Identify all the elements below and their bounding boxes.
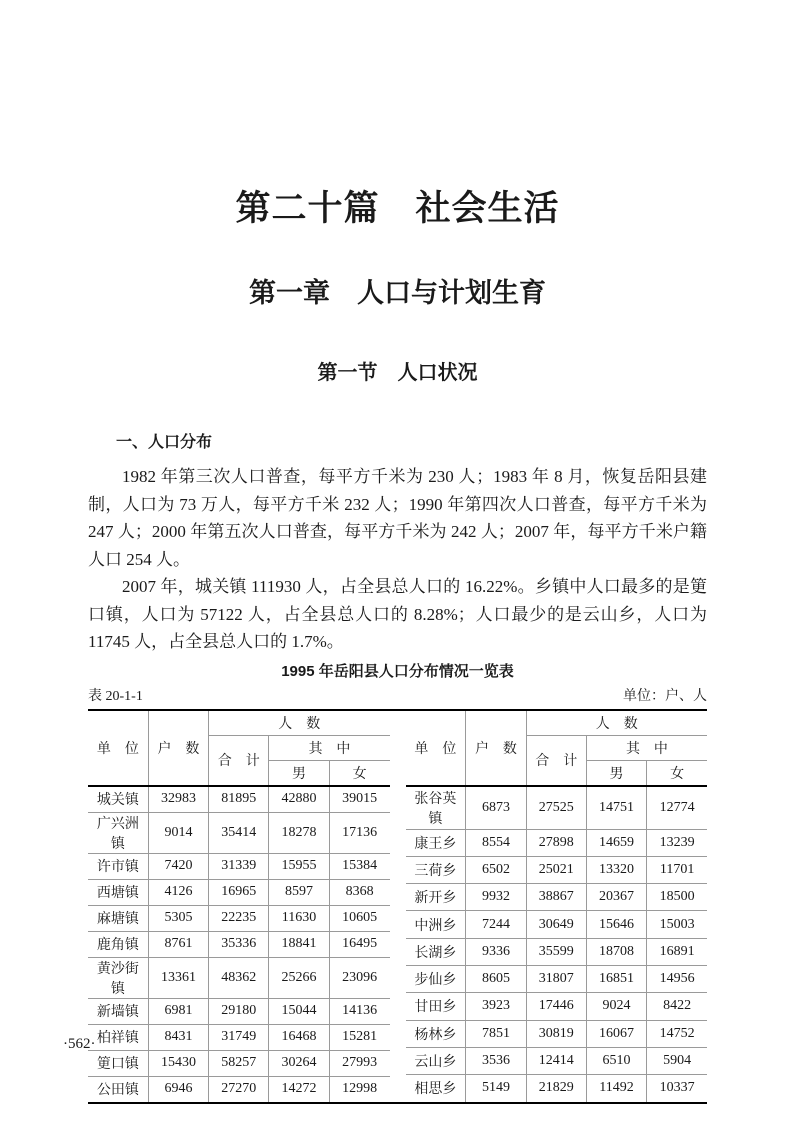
paragraph: 1982 年第三次人口普查，每平方千米为 230 人；1983 年 8 月，恢复岳阳县建制，人口为 73 万人，每平方千米 232 人；1990 年第四次人口普查，每平方千米为 247 人；2000 年第五次人口普查，每平方千米为 242 人；2007 年，每平方千米户籍人口 254 人。 <box>88 467 707 569</box>
value-cell: 16851 <box>586 965 646 992</box>
value-cell: 3923 <box>466 993 526 1020</box>
header-of-which: 其 中 <box>269 735 390 760</box>
unit-cell: 公田镇 <box>88 1076 148 1102</box>
value-cell: 23096 <box>329 957 389 998</box>
table-meta-row <box>88 688 707 706</box>
value-cell: 7420 <box>148 853 208 879</box>
value-cell: 14752 <box>647 1020 707 1047</box>
value-cell: 29180 <box>209 998 269 1024</box>
table-row <box>406 1075 708 1102</box>
table-title: 1995 年岳阳县人口分布情况一览表 <box>281 662 514 680</box>
table-row <box>88 812 390 853</box>
value-cell: 25021 <box>526 856 586 883</box>
value-cell: 22235 <box>209 905 269 931</box>
table-row <box>88 998 390 1024</box>
value-cell: 9024 <box>586 993 646 1020</box>
value-cell: 15044 <box>269 998 329 1024</box>
value-cell: 12774 <box>647 786 707 830</box>
value-cell: 30264 <box>269 1050 329 1076</box>
value-cell: 16495 <box>329 931 389 957</box>
value-cell: 15281 <box>329 1024 389 1050</box>
table-row <box>406 856 708 883</box>
table-header-left <box>88 711 390 786</box>
value-cell: 10337 <box>647 1075 707 1102</box>
value-cell: 35336 <box>209 931 269 957</box>
paragraph: 2007 年，城关镇 111930 人，占全县总人口的 16.22%。乡镇中人口最多的是筻口镇，人口为 57122 人，占全县总人口的 8.28%；人口最少的是云山乡，人口为 11745 人，占全县总人口的 1.7%。 <box>88 577 707 651</box>
value-cell: 27270 <box>209 1076 269 1102</box>
value-cell: 39015 <box>329 786 389 813</box>
value-cell: 16468 <box>269 1024 329 1050</box>
value-cell: 27525 <box>526 786 586 830</box>
table-row <box>406 1020 708 1047</box>
unit-cell: 三荷乡 <box>406 856 466 883</box>
value-cell: 8422 <box>647 993 707 1020</box>
value-cell: 10605 <box>329 905 389 931</box>
value-cell: 42880 <box>269 786 329 813</box>
value-cell: 21829 <box>526 1075 586 1102</box>
value-cell: 5149 <box>466 1075 526 1102</box>
header-female: 女 <box>647 760 707 786</box>
unit-cell: 新墙镇 <box>88 998 148 1024</box>
value-cell: 8554 <box>466 829 526 856</box>
unit-cell: 康王乡 <box>406 829 466 856</box>
value-cell: 30649 <box>526 911 586 938</box>
unit-cell: 麻塘镇 <box>88 905 148 931</box>
value-cell: 81895 <box>209 786 269 813</box>
value-cell: 6502 <box>466 856 526 883</box>
unit-cell: 筻口镇 <box>88 1050 148 1076</box>
value-cell: 6510 <box>586 1047 646 1074</box>
chapter-title: 第一章 人口与计划生育 <box>249 278 546 308</box>
value-cell: 16891 <box>647 938 707 965</box>
header-households: 户 数 <box>466 711 526 786</box>
population-table-left <box>88 711 390 1102</box>
header-female: 女 <box>329 760 389 786</box>
unit-cell: 许市镇 <box>88 853 148 879</box>
value-cell: 14751 <box>586 786 646 830</box>
table-header-right <box>406 711 708 786</box>
population-table-right <box>406 711 708 1102</box>
subsection-title: 一、人口分布 <box>116 434 213 451</box>
table-row <box>88 957 390 998</box>
value-cell: 27993 <box>329 1050 389 1076</box>
value-cell: 13361 <box>148 957 208 998</box>
value-cell: 14956 <box>647 965 707 992</box>
value-cell: 4126 <box>148 879 208 905</box>
value-cell: 35414 <box>209 812 269 853</box>
unit-cell: 张谷英镇 <box>406 786 466 830</box>
value-cell: 17446 <box>526 993 586 1020</box>
value-cell: 58257 <box>209 1050 269 1076</box>
value-cell: 6946 <box>148 1076 208 1102</box>
table-row <box>88 853 390 879</box>
unit-cell: 相思乡 <box>406 1075 466 1102</box>
value-cell: 5305 <box>148 905 208 931</box>
value-cell: 11492 <box>586 1075 646 1102</box>
header-of-which: 其 中 <box>586 735 707 760</box>
value-cell: 8368 <box>329 879 389 905</box>
value-cell: 25266 <box>269 957 329 998</box>
value-cell: 8597 <box>269 879 329 905</box>
table-row <box>88 905 390 931</box>
value-cell: 18708 <box>586 938 646 965</box>
value-cell: 17136 <box>329 812 389 853</box>
value-cell: 15003 <box>647 911 707 938</box>
table-unit-note: 单位：户、人 <box>623 688 707 704</box>
table-row <box>88 1076 390 1102</box>
value-cell: 15955 <box>269 853 329 879</box>
table-row <box>406 965 708 992</box>
value-cell: 16965 <box>209 879 269 905</box>
value-cell: 13320 <box>586 856 646 883</box>
value-cell: 14272 <box>269 1076 329 1102</box>
unit-cell: 鹿角镇 <box>88 931 148 957</box>
table-row <box>88 1024 390 1050</box>
value-cell: 11630 <box>269 905 329 931</box>
unit-cell: 中洲乡 <box>406 911 466 938</box>
value-cell: 9336 <box>466 938 526 965</box>
value-cell: 31339 <box>209 853 269 879</box>
value-cell: 11701 <box>647 856 707 883</box>
table-row <box>406 786 708 830</box>
unit-cell: 黄沙街镇 <box>88 957 148 998</box>
value-cell: 38867 <box>526 884 586 911</box>
value-cell: 8761 <box>148 931 208 957</box>
value-cell: 16067 <box>586 1020 646 1047</box>
value-cell: 7851 <box>466 1020 526 1047</box>
value-cell: 14659 <box>586 829 646 856</box>
value-cell: 12414 <box>526 1047 586 1074</box>
header-population: 人 数 <box>209 711 390 736</box>
part-title: 第二十篇 社会生活 <box>235 189 560 228</box>
header-total: 合 计 <box>526 735 586 786</box>
value-cell: 9014 <box>148 812 208 853</box>
value-cell: 15646 <box>586 911 646 938</box>
table-row <box>88 879 390 905</box>
header-male: 男 <box>586 760 646 786</box>
table-row <box>406 993 708 1020</box>
table-body-right <box>406 786 708 1102</box>
unit-cell: 云山乡 <box>406 1047 466 1074</box>
value-cell: 32983 <box>148 786 208 813</box>
value-cell: 15430 <box>148 1050 208 1076</box>
value-cell: 13239 <box>647 829 707 856</box>
unit-cell: 西塘镇 <box>88 879 148 905</box>
value-cell: 18841 <box>269 931 329 957</box>
unit-cell: 甘田乡 <box>406 993 466 1020</box>
value-cell: 8431 <box>148 1024 208 1050</box>
value-cell: 20367 <box>586 884 646 911</box>
value-cell: 48362 <box>209 957 269 998</box>
unit-cell: 城关镇 <box>88 786 148 813</box>
value-cell: 6873 <box>466 786 526 830</box>
value-cell: 35599 <box>526 938 586 965</box>
value-cell: 31749 <box>209 1024 269 1050</box>
table-number: 表 20-1-1 <box>88 688 143 704</box>
table-row <box>406 1047 708 1074</box>
value-cell: 18500 <box>647 884 707 911</box>
unit-cell: 新开乡 <box>406 884 466 911</box>
unit-cell: 长湖乡 <box>406 938 466 965</box>
value-cell: 6981 <box>148 998 208 1024</box>
header-male: 男 <box>269 760 329 786</box>
value-cell: 18278 <box>269 812 329 853</box>
value-cell: 12998 <box>329 1076 389 1102</box>
unit-cell: 柏祥镇 <box>88 1024 148 1050</box>
unit-cell: 杨林乡 <box>406 1020 466 1047</box>
value-cell: 9932 <box>466 884 526 911</box>
table-row <box>88 931 390 957</box>
table-row <box>88 1050 390 1076</box>
table-row <box>406 884 708 911</box>
unit-cell: 广兴洲镇 <box>88 812 148 853</box>
section-title: 第一节 人口状况 <box>317 362 478 384</box>
value-cell: 14136 <box>329 998 389 1024</box>
table-row <box>406 911 708 938</box>
table-row <box>406 829 708 856</box>
value-cell: 30819 <box>526 1020 586 1047</box>
value-cell: 27898 <box>526 829 586 856</box>
value-cell: 15384 <box>329 853 389 879</box>
table-row <box>406 938 708 965</box>
header-total: 合 计 <box>209 735 269 786</box>
page-number: ·562· <box>63 1036 96 1052</box>
value-cell: 7244 <box>466 911 526 938</box>
header-unit: 单 位 <box>96 739 139 756</box>
table-row <box>88 786 390 813</box>
header-households: 户 数 <box>148 711 208 786</box>
unit-cell: 步仙乡 <box>406 965 466 992</box>
value-cell: 31807 <box>526 965 586 992</box>
value-cell: 8605 <box>466 965 526 992</box>
table-body-left <box>88 786 390 1102</box>
population-table-container <box>88 709 707 1104</box>
header-population: 人 数 <box>526 711 707 736</box>
header-unit: 单 位 <box>414 739 457 756</box>
value-cell: 5904 <box>647 1047 707 1074</box>
value-cell: 3536 <box>466 1047 526 1074</box>
